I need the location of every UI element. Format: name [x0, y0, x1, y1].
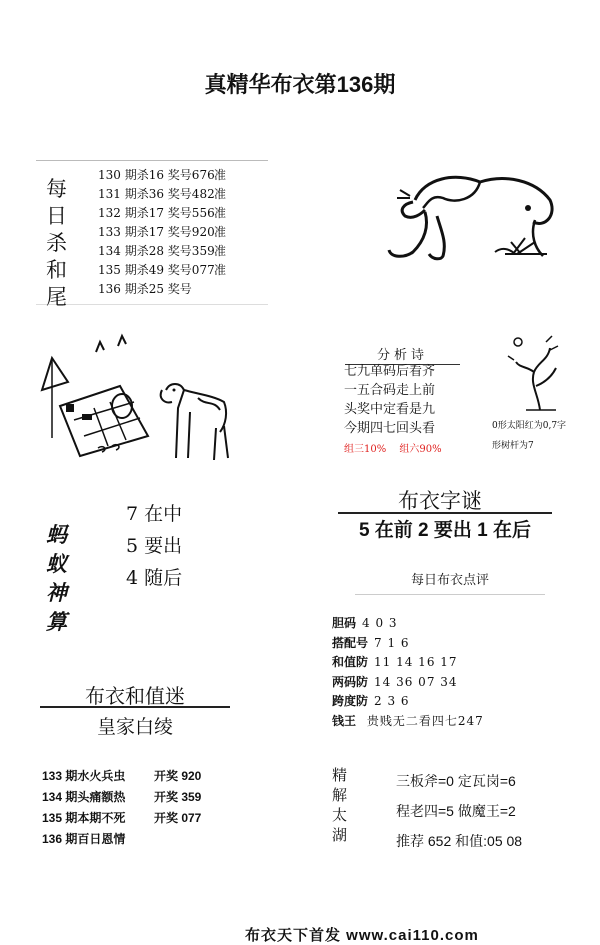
kill-row-text: 132 期杀17 奖号556	[98, 206, 215, 220]
poem-group-six: 组六90%	[399, 444, 442, 455]
comment-key: 钱王	[332, 713, 357, 728]
sum-riddle-subtitle: 皇家白绫	[96, 717, 173, 738]
period-result: 开奖 920	[154, 769, 202, 783]
period-text: 135 期本期不死	[42, 811, 126, 825]
taihu-label-char: 精	[332, 767, 348, 784]
kill-row	[98, 261, 268, 280]
daily-kill-label-char: 每	[46, 178, 67, 201]
poem-line: 头奖中定看是九	[344, 402, 436, 417]
taihu-label-char: 湖	[332, 827, 348, 844]
period-list	[42, 766, 201, 850]
comment-key: 胆码	[332, 616, 357, 630]
kill-row-mark	[214, 280, 234, 299]
taihu-label-char: 太	[332, 807, 348, 824]
comment-key: 和值防	[332, 655, 369, 669]
period-result: 开奖 077	[154, 811, 202, 825]
comment-title: 每日布衣点评	[355, 569, 545, 595]
sum-riddle-title: 布衣和值迷	[85, 686, 185, 708]
daily-kill-list	[98, 166, 268, 299]
period-row	[42, 808, 201, 829]
kill-row	[98, 223, 268, 242]
kill-row	[98, 166, 268, 185]
page-title: 真精华布衣第136期	[204, 72, 396, 97]
taihu-row: 推荐 652 和值:05 08	[396, 833, 523, 849]
ant-line: 5 要出	[126, 535, 183, 557]
period-row	[42, 787, 201, 808]
poem-title: 分析诗	[345, 344, 460, 365]
kill-row-text: 131 期杀36 奖号482	[98, 187, 215, 201]
ant-god-lines	[126, 498, 182, 594]
riddle-title: 布衣字谜	[398, 490, 482, 513]
kill-row-mark: 准	[214, 206, 227, 220]
ant-line: 4 随后	[126, 567, 183, 589]
poem-line: 今期四七回头看	[344, 421, 436, 436]
comment-value: 11 14 16 17	[374, 655, 458, 669]
kill-row	[98, 242, 268, 261]
sum-riddle-divider	[40, 706, 230, 708]
footer-watermark: 布衣天下首发 www.cai110.com	[245, 927, 479, 944]
period-row	[42, 829, 201, 850]
ant-label-char: 蚂	[46, 522, 67, 547]
comment-row	[332, 634, 484, 654]
period-row	[42, 766, 201, 787]
kill-row-text: 135 期杀49 奖号077	[98, 263, 215, 277]
dog-slide-sketch	[38, 328, 238, 468]
comment-list	[332, 614, 484, 731]
kill-row-mark: 准	[214, 244, 227, 258]
ant-label-char: 神	[46, 580, 67, 605]
daily-kill-label	[46, 176, 72, 311]
ant-label-char: 算	[46, 609, 67, 634]
comment-row	[332, 712, 484, 732]
kill-row	[98, 280, 268, 299]
comment-row	[332, 692, 484, 712]
comment-value: 14 36 07 34	[374, 674, 458, 689]
comment-value: 贵贱无二看四七247	[362, 713, 484, 728]
kill-row-text: 130 期杀16 奖号676	[98, 168, 215, 182]
kill-row-mark: 准	[214, 263, 227, 277]
taihu-row: 三板斧=0 定瓦岗=6	[396, 773, 516, 789]
kill-row	[98, 204, 268, 223]
comment-key: 两码防	[332, 674, 369, 689]
comment-key: 搭配号	[332, 635, 369, 650]
taihu-label	[332, 766, 354, 846]
riddle-divider	[338, 512, 552, 514]
taihu-row: 程老四=5 做魔王=2	[396, 803, 516, 819]
comment-row	[332, 614, 484, 634]
period-text: 136 期百日恩情	[42, 832, 126, 846]
poem-caption: 形树杆为7	[492, 441, 534, 451]
daily-kill-label-char: 日	[46, 205, 67, 228]
poem-line: 一五合码走上前	[344, 383, 436, 398]
taihu-label-char: 解	[332, 787, 348, 804]
kill-row-text: 133 期杀17 奖号920	[98, 225, 215, 239]
kill-row	[98, 185, 268, 204]
taihu-list	[396, 766, 522, 856]
kill-row-text: 134 期杀28 奖号359	[98, 244, 215, 258]
daily-kill-label-char: 和	[46, 259, 67, 282]
poem-group-three: 组三10%	[344, 444, 387, 455]
kill-row-mark: 准	[214, 168, 227, 182]
ant-label-char: 蚁	[46, 551, 67, 576]
period-result: 开奖 359	[154, 790, 202, 804]
animal-sketch	[385, 160, 565, 280]
tree-sketch	[490, 332, 570, 412]
poem-line: 七九单码后看齐	[344, 364, 436, 379]
poem-caption: 0形太阳红为0,7字	[492, 421, 567, 431]
poem-groups	[344, 440, 452, 455]
kill-row-text: 136 期杀25 奖号	[98, 282, 192, 296]
comment-value: 7 1 6	[374, 635, 410, 650]
period-text: 134 期头痛额热	[42, 790, 126, 804]
daily-kill-label-char: 尾	[46, 286, 67, 309]
comment-value: 4 0 3	[362, 616, 398, 630]
riddle-text: 5 在前 2 要出 1 在后	[358, 520, 532, 541]
comment-value: 2 3 6	[374, 694, 410, 708]
poem-lines	[344, 362, 435, 438]
ant-line: 7 在中	[126, 503, 183, 525]
comment-row	[332, 653, 484, 673]
comment-row	[332, 673, 484, 693]
ant-god-label	[46, 520, 74, 636]
kill-row-mark: 准	[214, 225, 227, 239]
comment-key: 跨度防	[332, 694, 369, 708]
period-text: 133 期水火兵虫	[42, 769, 126, 783]
kill-row-mark: 准	[214, 187, 227, 201]
daily-kill-label-char: 杀	[46, 232, 67, 255]
